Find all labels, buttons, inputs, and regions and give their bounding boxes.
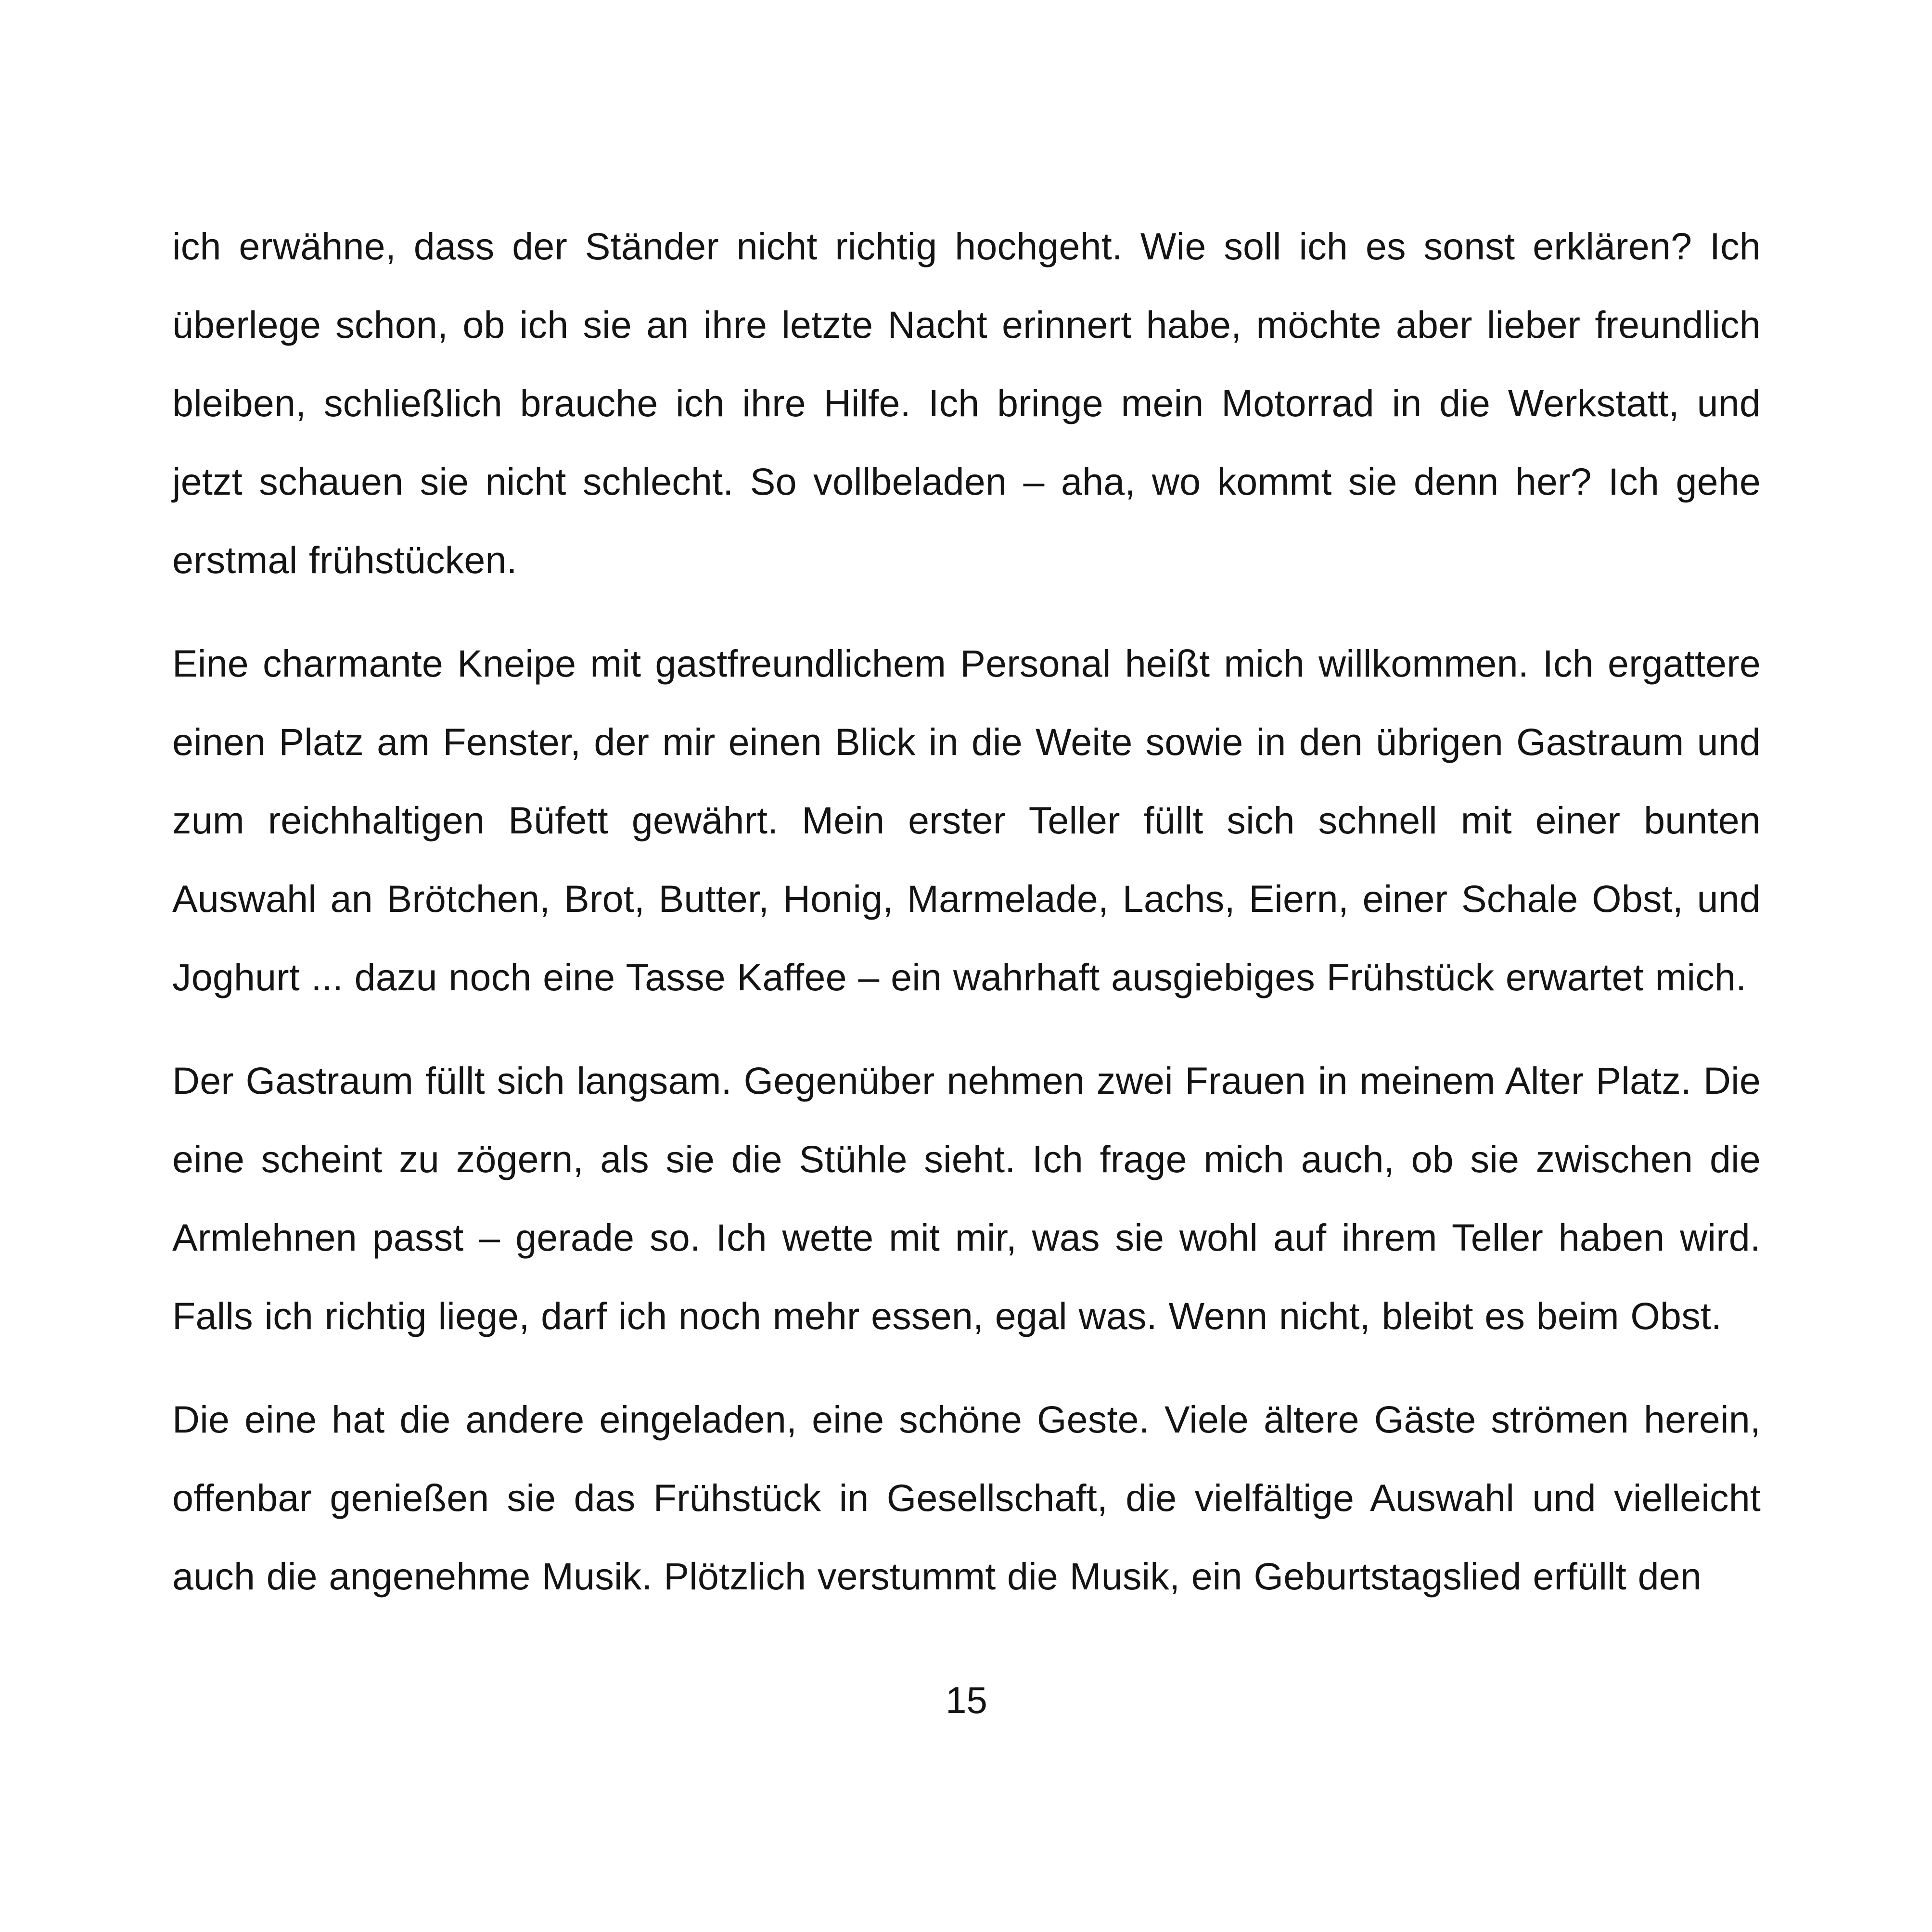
paragraph-3: Der Gastraum füllt sich langsam. Gegenüber nehmen zwei Frauen in meinem Alter Platz. Die eine scheint zu zögern, als sie die Stühle sieht. Ich frage mich auch, ob sie zwischen die Armlehnen passt – gerade so. Ich wette mit mir, was sie wohl auf ihrem Teller haben wird. Falls ich richtig liege, darf ich noch mehr essen, egal was. Wenn nicht, bleibt es beim Obst.	[172, 1059, 1761, 1337]
paragraph-4: Die eine hat die andere eingeladen, eine schöne Geste. Viele ältere Gäste strömen herein, offenbar genießen sie das Frühstück in Gesellschaft, die vielfältige Auswahl und vielleicht auch die angenehme Musik. Plötzlich verstummt die Musik, ein Geburtstagslied erfüllt den	[172, 1398, 1761, 1598]
paragraph-1: ich erwähne, dass der Ständer nicht richtig hochgeht. Wie soll ich es sonst erklären? Ich überlege schon, ob ich sie an ihre letzte Nacht erinnert habe, möchte aber lieber freundlich bleiben, schließlich brauche ich ihre Hilfe. Ich bringe mein Motorrad in die Werkstatt, und jetzt schauen sie nicht schlecht. So vollbeladen – aha, wo kommt sie denn her? Ich gehe erstmal frühstücken.	[172, 225, 1761, 581]
page-number: 15	[946, 1679, 987, 1721]
paragraph-2: Eine charmante Kneipe mit gastfreundlichem Personal heißt mich willkommen. Ich ergattere einen Platz am Fenster, der mir einen Blick in die Weite sowie in den übrigen Gastraum und zum reichhaltigen Büfett gewährt. Mein erster Teller füllt sich schnell mit einer bunten Auswahl an Brötchen, Brot, Butter, Honig, Marmelade, Lachs, Eiern, einer Schale Obst, und Joghurt ... dazu noch eine Tasse Kaffee – ein wahrhaft ausgiebiges Frühstück erwartet mich.	[172, 642, 1761, 998]
page-text	[172, 207, 1761, 1615]
